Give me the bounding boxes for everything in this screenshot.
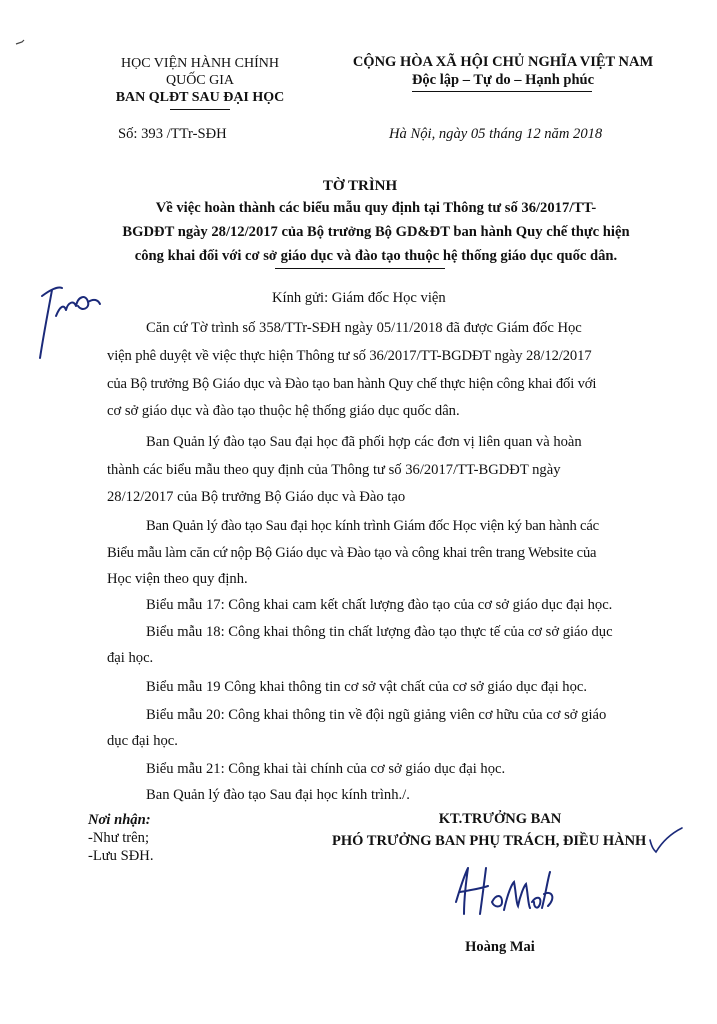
p1-line-4: cơ sở giáo dục và đào tạo thuộc hệ thống giáo dục quốc dân. [107, 403, 460, 419]
document-date: Hà Nội, ngày 05 tháng 12 năm 2018 [389, 126, 603, 142]
p1-line-2: viện phê duyệt về việc thực hiện Thông tư số 36/2017/TT-BGDĐT ngày 28/12/2017 [107, 348, 592, 364]
national-motto: Độc lập – Tự do – Hạnh phúc [411, 72, 595, 88]
header-right [328, 53, 678, 89]
signer-name: Hoàng Mai [465, 939, 535, 955]
p1-line-1: Căn cứ Tờ trình số 358/TTr-SĐH ngày 05/11/2018 đã được Giám đốc Học [146, 320, 582, 336]
subject-line-1: Về việc hoàn thành các biểu mẫu quy định tại Thông tư số 36/2017/TT- [155, 200, 597, 216]
p2-line-3: 28/12/2017 của Bộ trưởng Bộ Giáo dục và Đào tạo [107, 489, 406, 505]
country-name: CỘNG HÒA XÃ HỘI CHỦ NGHĨA VIỆT NAM [352, 54, 654, 70]
motto-underline [412, 91, 592, 92]
subject-line-2: BGDĐT ngày 28/12/2017 của Bộ trưởng Bộ GD&ĐT ban hành Quy chế thực hiện [122, 224, 630, 240]
margin-initials [28, 276, 108, 366]
form-20-line-1: Biểu mẫu 20: Công khai thông tin về đội ngũ giảng viên cơ hữu của cơ sở giáo [146, 707, 607, 723]
header-left [80, 55, 320, 106]
org-name-line2: QUỐC GIA [165, 73, 235, 88]
dept-underline [170, 109, 230, 110]
p1-line-3: của Bộ trưởng Bộ Giáo dục và Đào tạo ban hành Quy chế thực hiện công khai đối với [107, 376, 597, 392]
recipient-item-2: -Lưu SĐH. [88, 848, 154, 864]
p2-line-2: thành các biểu mẫu theo quy định của Thông tư số 36/2017/TT-BGDĐT ngày [107, 462, 561, 478]
p3-line-1: Ban Quản lý đào tạo Sau đại học kính trình Giám đốc Học viện ký ban hành các [146, 518, 599, 534]
form-19: Biểu mẫu 19 Công khai thông tin cơ sở vật chất của cơ sở giáo dục đại học. [146, 679, 588, 695]
org-name-line1: HỌC VIỆN HÀNH CHÍNH [120, 56, 279, 71]
form-18-line-1: Biểu mẫu 18: Công khai thông tin chất lượng đào tạo thực tế của cơ sở giáo dục [146, 624, 613, 640]
handwritten-signature [448, 862, 558, 924]
form-17: Biểu mẫu 17: Công khai cam kết chất lượng đào tạo của cơ sở giáo dục đại học. [146, 597, 613, 613]
scan-artifact-icon [14, 38, 26, 48]
recipients-label: Nơi nhận: [88, 812, 151, 828]
check-mark-icon [648, 826, 684, 856]
p2-line-1: Ban Quản lý đào tạo Sau đại học đã phối hợp các đơn vị liên quan và hoàn [146, 434, 582, 450]
document-type-title: TỜ TRÌNH [322, 178, 398, 194]
subject-line-3: công khai đối với cơ sở giáo dục và đào tạo thuộc hệ thống giáo dục quốc dân. [134, 248, 618, 264]
subject-underline [275, 268, 445, 269]
department-name: BAN QLĐT SAU ĐẠI HỌC [115, 90, 285, 105]
recipient-item-1: -Như trên; [88, 830, 149, 846]
document-number: Số: 393 /TTr-SĐH [118, 126, 227, 142]
signature-title-line1: KT.TRƯỞNG BAN [438, 811, 562, 827]
form-20-line-2: dục đại học. [107, 733, 178, 749]
form-21: Biểu mẫu 21: Công khai tài chính của cơ sở giáo dục đại học. [146, 761, 506, 777]
closing-line: Ban Quản lý đào tạo Sau đại học kính trình./. [146, 787, 410, 803]
p3-line-2: Biểu mẫu làm căn cứ nộp Bộ Giáo dục và Đào tạo và công khai trên trang Website của [107, 545, 597, 561]
document-subject [96, 196, 656, 268]
signature-title-line2: PHÓ TRƯỞNG BAN PHỤ TRÁCH, ĐIỀU HÀNH [332, 833, 647, 849]
p3-line-3: Học viện theo quy định. [107, 571, 248, 587]
form-18-line-2: đại học. [107, 650, 154, 666]
salutation: Kính gửi: Giám đốc Học viện [272, 290, 446, 306]
